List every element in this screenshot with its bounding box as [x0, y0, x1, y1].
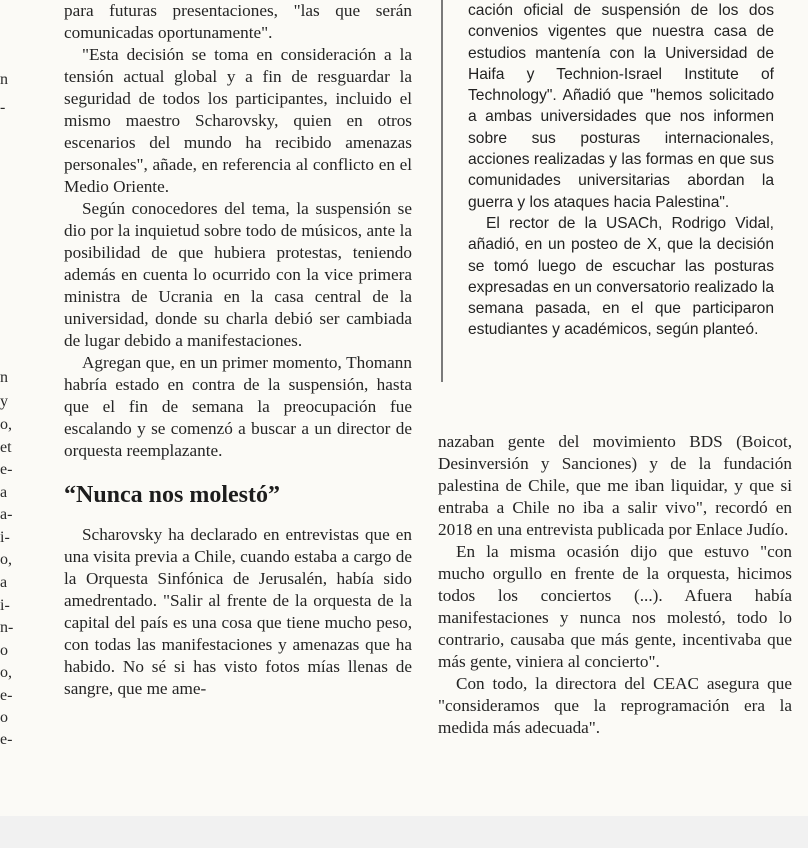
right-sidebar-column [468, 0, 774, 341]
clipped-text-fragment: e- [0, 731, 13, 748]
clipped-text-fragment: o, [0, 416, 12, 433]
clipped-text-fragment: o, [0, 551, 12, 568]
paragraph: El rector de la USACh, Rodrigo Vidal, añadió, en un posteo de X, que la decisión se tomó luego de escuchar las posturas expresadas en un conversatorio realizado la semana pasada, en el que participaron estudiantes y académicos, según planteó. [468, 214, 774, 339]
page-footer-band [0, 816, 808, 848]
clipped-text-fragment: o [0, 642, 8, 659]
clipped-text-fragment: a [0, 484, 8, 501]
right-article-column [438, 431, 792, 739]
column-divider [441, 0, 443, 382]
paragraph: Según conocedores del tema, la suspensión se dio por la inquietud sobre todo de músicos, ante la posibilidad de que hubiera protestas, teniendo además en cuenta lo ocurrido con la vice primera ministra de Ucrania en la casa central de la universidad, donde su charla debió ser cambiada de lugar debido a manifestaciones. [64, 199, 412, 350]
clipped-text-fragment: o, [0, 664, 12, 681]
clipped-text-fragment: n [0, 369, 8, 386]
paragraph: nazaban gente del movimiento BDS (Boicot, Desinversión y Sanciones) y de la fundación palestina de Chile, que me iban liquidar, y que si entraba a Chile no iba a salir vivo", recordó en 2018 en una entrevista publicada por Enlace Judío. [438, 432, 792, 539]
clipped-text-fragment: e- [0, 461, 13, 478]
paragraph: cación oficial de suspensión de los dos convenios vigentes que nuestra casa de estudios mantenía con la Universidad de Haifa y Technion-Israel Institute of Technology". Añadió que "hemos solicitado a ambas universidades que nos informen sobre sus posturas internacionales, acciones realizadas y las formas en que sus comunidades universitarias abordan la guerra y los ataques hacia Palestina". [468, 2, 774, 211]
clipped-text-fragment: n- [0, 619, 14, 636]
paragraph: En la misma ocasión dijo que estuvo "con mucho orgullo en frente de la orquesta, hicimos todos los conciertos (...). Afuera había manifestaciones y nunca nos molestó, todo lo contrario, causaba que más gente, incentivaba que más gente, viniera al concierto". [438, 542, 792, 671]
section-subheading: “Nunca nos molestó” [64, 482, 281, 508]
clipped-text-fragment: n [0, 71, 8, 88]
paragraph: Con todo, la directora del CEAC asegura que "consideramos que la reprogramación era la medida más adecuada". [438, 674, 792, 737]
paragraph: Agregan que, en un primer momento, Thomann habría estado en contra de la suspensión, hasta que el fin de semana la preocupación fue escalando y se comenzó a buscar a un director de orquesta reemplazante. [64, 353, 412, 460]
paragraph: Scharovsky ha declarado en entrevistas que en una visita previa a Chile, cuando estaba a cargo de la Orquesta Sinfónica de Jerusalén, había sido amedrentado. "Salir al frente de la orquesta de la capital del país es una cosa que tiene mucho peso, con todas las manifestaciones y amenazas que ha habido. No sé si has visto fotos mías llenas de sangre, que me ame- [64, 525, 412, 698]
clipped-text-fragment: y [0, 393, 8, 410]
clipped-text-fragment: e- [0, 687, 13, 704]
left-article-column [64, 0, 412, 700]
clipped-text-fragment: et [0, 439, 12, 456]
clipped-text-fragment: a [0, 574, 8, 591]
paragraph: "Esta decisión se toma en consideración a la tensión actual global y a fin de resguardar la seguridad de todos los participantes, incluido el mismo maestro Scharovsky, quien en otros escenarios del mundo ha recibido amenazas personales", añade, en referencia al conflicto en el Medio Oriente. [64, 45, 412, 196]
clipped-text-fragment: i- [0, 529, 10, 546]
clipped-text-fragment: o [0, 709, 8, 726]
clipped-text-fragment: - [0, 99, 6, 116]
clipped-text-fragment: i- [0, 597, 10, 614]
paragraph: para futuras presentaciones, "las que serán comunicadas oportunamente". [64, 1, 412, 42]
clipped-text-fragment: a- [0, 506, 13, 523]
